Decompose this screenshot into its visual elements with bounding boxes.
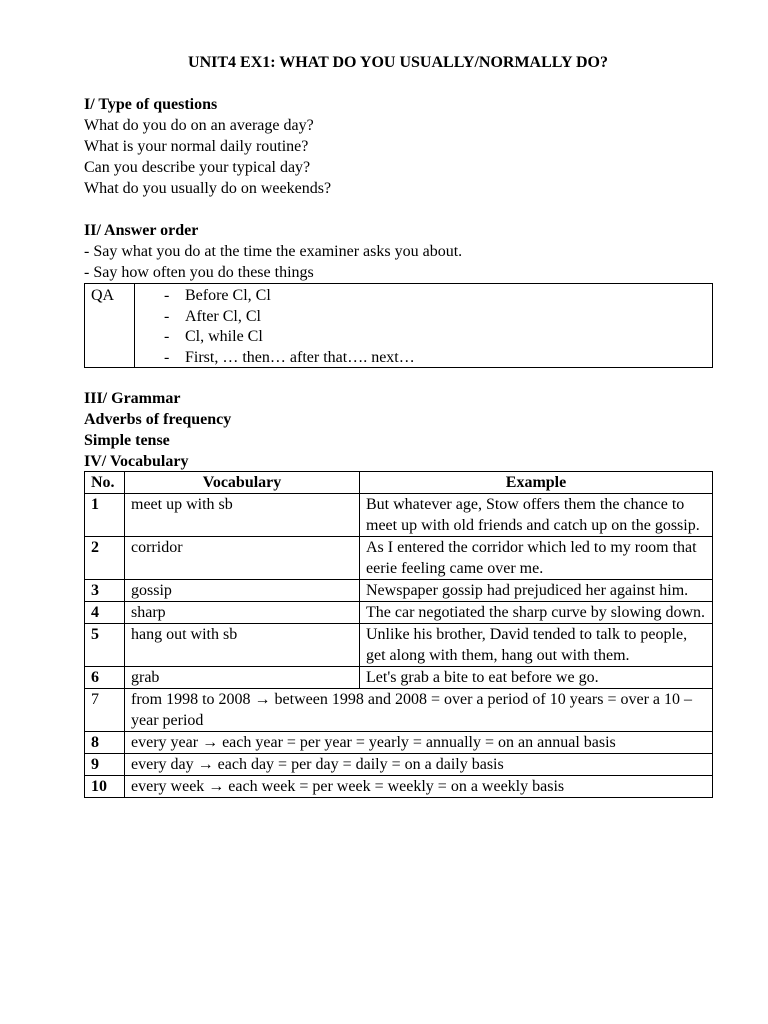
header-no: No. (85, 472, 125, 494)
qa-item: - First, … then… after that…. next… (141, 347, 706, 368)
table-row (85, 494, 713, 537)
row-text: every day → each day = per day = daily = on a daily basis (125, 754, 713, 776)
section-heading-answer-order: II/ Answer order (84, 222, 199, 239)
grammar-item: Simple tense (84, 432, 170, 449)
answer-order-line: - Say what you do at the time the examiner asks you about. (84, 243, 463, 260)
row-number: 6 (85, 667, 125, 689)
qa-item: - After Cl, Cl (141, 306, 706, 327)
grammar-item: Adverbs of frequency (84, 411, 232, 428)
row-text: every week → each week = per week = weekly = on a weekly basis (125, 776, 713, 798)
qa-table (84, 283, 713, 368)
question-line: What is your normal daily routine? (84, 138, 309, 155)
row-example: Unlike his brother, David tended to talk to people, get along with them, hang out with them. (360, 624, 713, 667)
table-row (85, 689, 713, 732)
row-number: 5 (85, 624, 125, 667)
question-line: What do you do on an average day? (84, 117, 314, 134)
table-row (85, 602, 713, 624)
row-example: The car negotiated the sharp curve by slowing down. (360, 602, 713, 624)
row-vocabulary: sharp (125, 602, 360, 624)
qa-item: - Cl, while Cl (141, 326, 706, 347)
row-vocabulary: hang out with sb (125, 624, 360, 667)
header-vocabulary: Vocabulary (125, 472, 360, 494)
document-page (84, 52, 712, 798)
vocabulary-table (84, 471, 713, 798)
table-row (85, 754, 713, 776)
row-number: 2 (85, 537, 125, 580)
question-line: Can you describe your typical day? (84, 159, 311, 176)
qa-row (85, 284, 713, 368)
vocabulary-header-row (85, 472, 713, 494)
qa-label: QA (85, 284, 135, 368)
document-title: UNIT4 EX1: WHAT DO YOU USUALLY/NORMALLY DO? (188, 54, 608, 71)
qa-list (141, 285, 706, 367)
row-number: 9 (85, 754, 125, 776)
row-vocabulary: grab (125, 667, 360, 689)
spacer (84, 199, 712, 220)
table-row (85, 732, 713, 754)
row-example: Let's grab a bite to eat before we go. (360, 667, 713, 689)
answer-order-line: - Say how often you do these things (84, 264, 314, 281)
row-number: 3 (85, 580, 125, 602)
table-row (85, 667, 713, 689)
question-line: What do you usually do on weekends? (84, 180, 332, 197)
row-vocabulary: meet up with sb (125, 494, 360, 537)
section-heading-vocabulary: IV/ Vocabulary (84, 453, 189, 470)
table-row (85, 776, 713, 798)
row-number: 7 (85, 689, 125, 732)
row-text: every year → each year = per year = yearly = annually = on an annual basis (125, 732, 713, 754)
table-row (85, 580, 713, 602)
table-row (85, 537, 713, 580)
qa-items-cell (135, 284, 713, 368)
spacer (84, 368, 712, 388)
row-number: 8 (85, 732, 125, 754)
row-vocabulary: gossip (125, 580, 360, 602)
row-example: But whatever age, Stow offers them the chance to meet up with old friends and catch up on the gossip. (360, 494, 713, 537)
row-vocabulary: corridor (125, 537, 360, 580)
section-heading-questions: I/ Type of questions (84, 96, 218, 113)
row-number: 1 (85, 494, 125, 537)
qa-item: - Before Cl, Cl (141, 285, 706, 306)
row-text: from 1998 to 2008 → between 1998 and 2008 = over a period of 10 years = over a 10 – year period (125, 689, 713, 732)
section-heading-grammar: III/ Grammar (84, 390, 181, 407)
row-number: 4 (85, 602, 125, 624)
table-row (85, 624, 713, 667)
spacer (84, 73, 712, 94)
row-example: As I entered the corridor which led to my room that eerie feeling came over me. (360, 537, 713, 580)
row-example: Newspaper gossip had prejudiced her against him. (360, 580, 713, 602)
header-example: Example (360, 472, 713, 494)
row-number: 10 (85, 776, 125, 798)
